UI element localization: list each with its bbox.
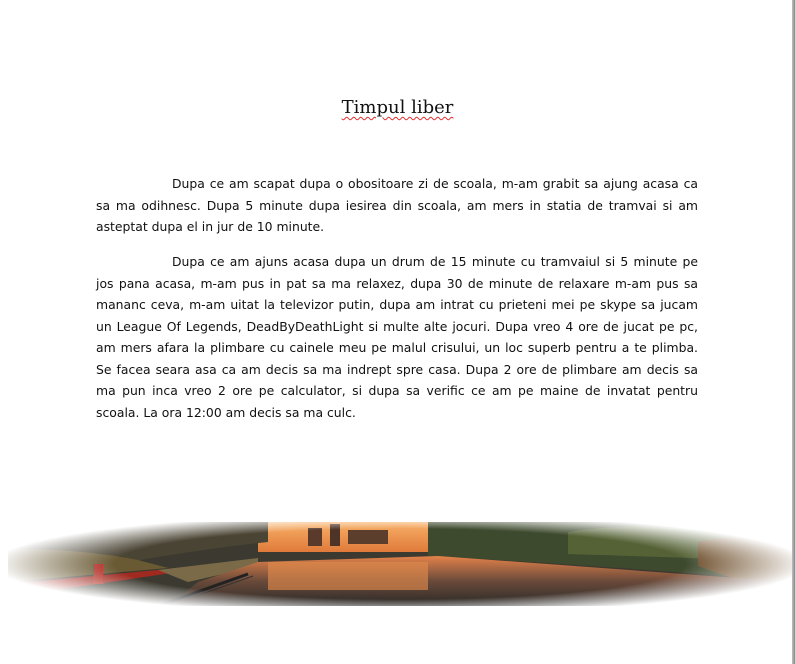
document-title[interactable]: Timpul liber xyxy=(341,97,454,118)
river-sunset-picture xyxy=(8,522,792,606)
paragraph-1[interactable]: Dupa ce am scapat dupa o obositoare zi de scoala, m-am grabit sa ajung acasa ca sa ma odihnesc. Dupa 5 minute dupa iesirea din scoala, am mers in statia de tramvai si am asteptat dupa el in jur de 10 minute. xyxy=(96,176,698,234)
paragraph-2[interactable]: Dupa ce am ajuns acasa dupa un drum de 15 minute cu tramvaiul si 5 minute pe jos pana acasa, m-am pus in pat sa ma relaxez, dupa 30 de minute de relaxare m-am pus sa mananc ceva, m-am uitat la televizor putin, dupa am intrat cu prieteni mei pe skype sa jucam un League Of Legends, DeadByDeathLight si multe alte jocuri. Dupa vreo 4 ore de jucat pe pc, am mers afara la plimbare cu cainele meu pe malul crisului, un loc superb pentru a te plimba. Se facea seara asa ca am decis sa ma indrept spre casa. Dupa 2 ore de plimbare am decis sa ma pun inca vreo 2 ore pe calculator, si dupa sa verific ce am pe maine de invatat pentru scoala. La ora 12:00 am decis sa ma culc. xyxy=(96,254,698,420)
landscape-image[interactable] xyxy=(8,522,792,606)
paragraph-1-container xyxy=(96,173,698,238)
paragraph-2-container xyxy=(96,251,698,423)
